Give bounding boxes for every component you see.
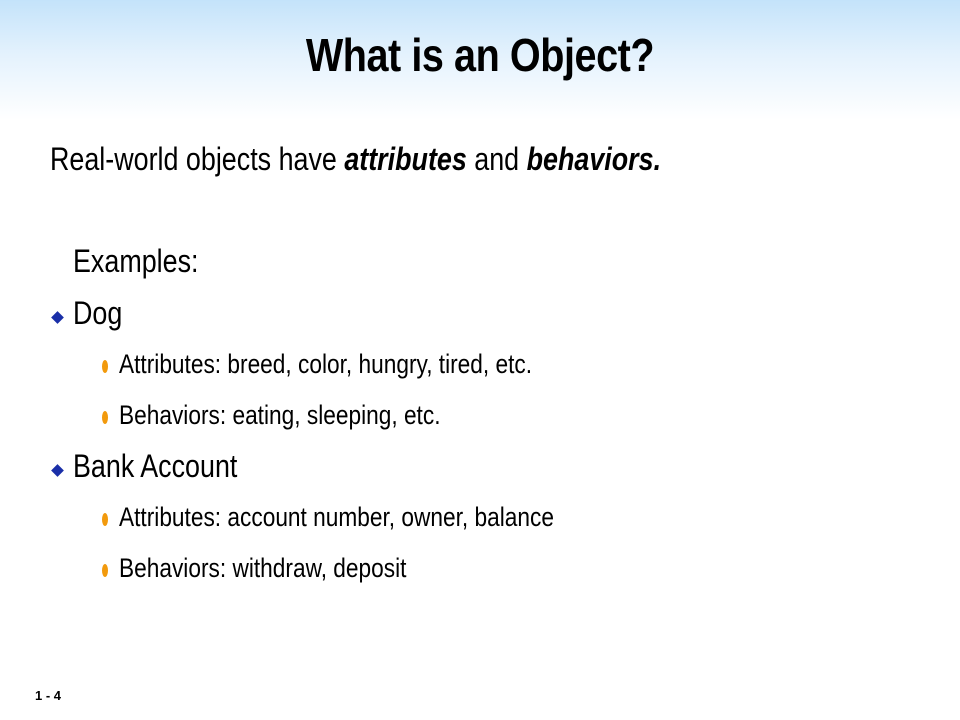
slide-title: What is an Object? [305, 29, 655, 81]
example-detail: Attributes: breed, color, hungry, tired, etc. [119, 349, 533, 379]
intro-text-before: Real-world objects have [50, 141, 345, 177]
example-item-bank-account: Bank Account [73, 448, 238, 484]
intro-text [50, 141, 661, 178]
diamond-bullet-icon [51, 464, 64, 477]
diamond-bullet-icon [51, 311, 64, 324]
example-item-dog: Dog [73, 295, 123, 331]
dot-bullet-icon [102, 513, 108, 526]
dot-bullet-icon [102, 411, 108, 424]
intro-term-behaviors: behaviors [526, 141, 654, 177]
examples-label: Examples: [73, 243, 199, 279]
page-number: 1 - 4 [35, 688, 62, 703]
dot-bullet-icon [102, 564, 108, 577]
dot-bullet-icon [102, 360, 108, 373]
intro-text-middle: and [466, 141, 527, 177]
example-detail: Behaviors: eating, sleeping, etc. [119, 400, 441, 430]
example-detail: Behaviors: withdraw, deposit [119, 553, 407, 583]
intro-term-attributes: attributes [344, 141, 467, 177]
example-detail: Attributes: account number, owner, balance [119, 502, 554, 532]
intro-text-end: . [653, 141, 662, 177]
